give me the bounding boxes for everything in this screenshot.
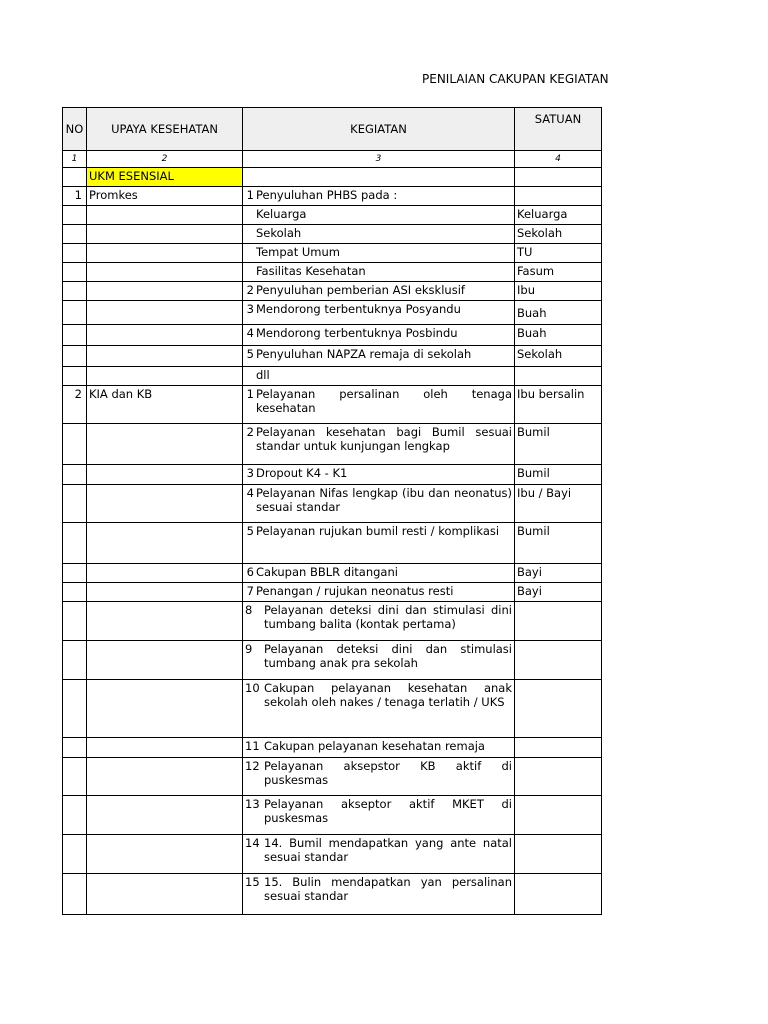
row-satuan [515,874,602,915]
row-kegiatan: Keluarga [243,206,515,225]
row-satuan [515,680,602,738]
row-kegiatan: 15 15. Bulin mendapatkan yan persalinan sesuai standar [243,874,515,915]
row-satuan: Buah [515,325,602,346]
table-row [63,346,602,367]
row-satuan: Ibu [515,282,602,301]
table-row [63,874,602,915]
table-row [63,301,602,325]
row-satuan: Sekolah [515,346,602,367]
table-row [63,206,602,225]
row-kegiatan: 8 Pelayanan deteksi dini dan stimulasi dini tumbang balita (kontak pertama) [243,602,515,641]
row-satuan [515,796,602,835]
table-row [63,367,602,386]
row-satuan: Bumil [515,523,602,564]
row-satuan [515,602,602,641]
row-kegiatan: 2 Penyuluhan pemberian ASI eksklusif [243,282,515,301]
row-satuan: Bayi [515,564,602,583]
row-upaya: Promkes [87,187,243,206]
table-row [63,282,602,301]
row-satuan: Ibu / Bayi [515,485,602,523]
row-satuan [515,367,602,386]
table-row [63,187,602,206]
row-kegiatan: 4 Mendorong terbentuknya Posbindu [243,325,515,346]
row-kegiatan: 7 Penangan / rujukan neonatus resti [243,583,515,602]
row-satuan [515,187,602,206]
header-no: NO [63,108,87,151]
table-row [63,680,602,738]
row-upaya: KIA dan KB [87,386,243,424]
table-row [63,485,602,523]
row-satuan: Ibu bersalin [515,386,602,424]
row-kegiatan: 2 Pelayanan kesehatan bagi Bumil sesuai standar untuk kunjungan lengkap [243,424,515,465]
table-header-row [63,108,602,151]
row-kegiatan: 5 Pelayanan rujukan bumil resti / komplikasi [243,523,515,564]
table-row [63,564,602,583]
row-kegiatan: 9 Pelayanan deteksi dini dan stimulasi tumbang anak pra sekolah [243,641,515,680]
header-satuan: SATUAN [515,108,602,151]
table-row [63,325,602,346]
row-satuan [515,835,602,874]
row-satuan: Bumil [515,465,602,485]
row-kegiatan: 11 Cakupan pelayanan kesehatan remaja [243,738,515,758]
table-row [63,244,602,263]
row-kegiatan: 10 Cakupan pelayanan kesehatan anak sekolah oleh nakes / tenaga terlatih / UKS [243,680,515,738]
table-row [63,641,602,680]
row-no: 2 [63,386,87,424]
subheader-3: 3 [243,151,515,168]
table-row [63,523,602,564]
kegiatan-table [62,107,602,915]
table-subheader-row [63,151,602,168]
row-no: 1 [63,187,87,206]
section-row [63,168,602,187]
header-upaya: UPAYA KESEHATAN [87,108,243,151]
table-row [63,758,602,796]
row-satuan: TU [515,244,602,263]
table-row [63,424,602,465]
page-title: PENILAIAN CAKUPAN KEGIATAN [422,72,609,86]
row-kegiatan: Sekolah [243,225,515,244]
row-satuan: Bayi [515,583,602,602]
row-kegiatan: 3 Mendorong terbentuknya Posyandu [243,301,515,325]
row-satuan [515,738,602,758]
row-satuan: Bumil [515,424,602,465]
table-row [63,225,602,244]
row-kegiatan: Tempat Umum [243,244,515,263]
subheader-2: 2 [87,151,243,168]
row-kegiatan: 14 14. Bumil mendapatkan yang ante natal sesuai standar [243,835,515,874]
table-row [63,465,602,485]
row-satuan [515,641,602,680]
row-kegiatan: 6 Cakupan BBLR ditangani [243,564,515,583]
row-kegiatan: 13 Pelayanan akseptor aktif MKET di puskesmas [243,796,515,835]
table-row [63,835,602,874]
row-kegiatan: dll [243,367,515,386]
table-row [63,738,602,758]
row-kegiatan: 4 Pelayanan Nifas lengkap (ibu dan neonatus) sesuai standar [243,485,515,523]
table-row [63,263,602,282]
subheader-4: 4 [515,151,602,168]
row-kegiatan: 12 Pelayanan aksepstor KB aktif di puskesmas [243,758,515,796]
row-satuan: Sekolah [515,225,602,244]
row-satuan [515,758,602,796]
row-kegiatan: 1 Penyuluhan PHBS pada : [243,187,515,206]
row-satuan: Buah [515,301,602,325]
table-row [63,386,602,424]
row-satuan: Fasum [515,263,602,282]
row-kegiatan: Fasilitas Kesehatan [243,263,515,282]
table-row [63,796,602,835]
header-kegiatan: KEGIATAN [243,108,515,151]
row-satuan: Keluarga [515,206,602,225]
subheader-1: 1 [63,151,87,168]
row-kegiatan: 5 Penyuluhan NAPZA remaja di sekolah [243,346,515,367]
row-kegiatan: 3 Dropout K4 - K1 [243,465,515,485]
section-label: UKM ESENSIAL [87,168,243,187]
table-row [63,602,602,641]
table-row [63,583,602,602]
row-kegiatan: 1 Pelayanan persalinan oleh tenaga kesehatan [243,386,515,424]
